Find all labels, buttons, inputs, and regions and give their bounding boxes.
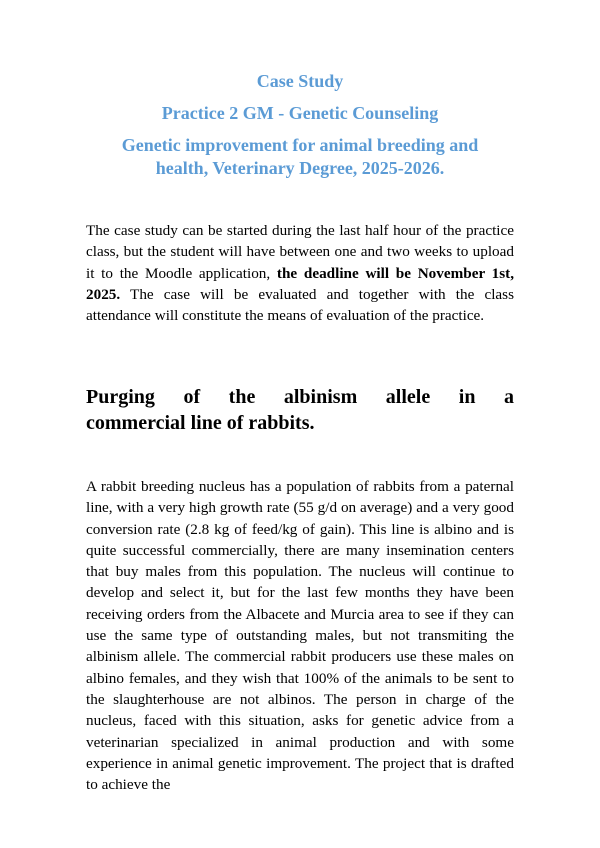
case-description-paragraph: A rabbit breeding nucleus has a population of rabbits from a paternal line, with a very high growth rate (55 g/d on average) and a very good conversion rate (2.8 kg of feed/kg of gain). This line is albino and is quite successful commercially, there are many insemination centers that buy males from this population. The nucleus will continue to develop and select it, but for the last few months they have been receiving orders from the Albacete and Murcia area to see if they can use the same type of outstanding males, but not transmiting the albinism allele. The commercial rabbit producers use these males on albino females, and they wish that 100% of the animals to be sent to the slaughterhouse are not albinos. The person in charge of the nucleus, faced with this situation, asks for genetic advice from a veterinarian specialized in animal production and with some experience in animal genetic improvement. The project that is drafted to achieve the <box>86 478 514 794</box>
intro-text-before: The case study can be started during the last half hour of the practice class, but the student will have between one and two weeks to upload it to the Moodle application, <box>86 222 514 282</box>
deadline-text: the deadline will be November 1st, 2025. <box>86 264 514 303</box>
section-heading-line-2: commercial line of rabbits. <box>86 412 315 434</box>
course-title-line-2: health, Veterinary Degree, 2025-2026. <box>155 158 445 178</box>
intro-paragraph <box>86 220 514 326</box>
section-heading <box>86 384 514 436</box>
course-title-line-1: Genetic improvement for animal breeding and <box>121 135 479 155</box>
document-header <box>60 70 540 180</box>
intro-text-after: The case will be evaluated and together with the class attendance will constitute the means of evaluation of the practice. <box>86 285 514 325</box>
document-title: Case Study <box>256 71 344 91</box>
practice-subtitle: Practice 2 GM - Genetic Counseling <box>161 103 439 123</box>
section-heading-line-1: Purging of the albinism allele in a <box>86 386 514 408</box>
